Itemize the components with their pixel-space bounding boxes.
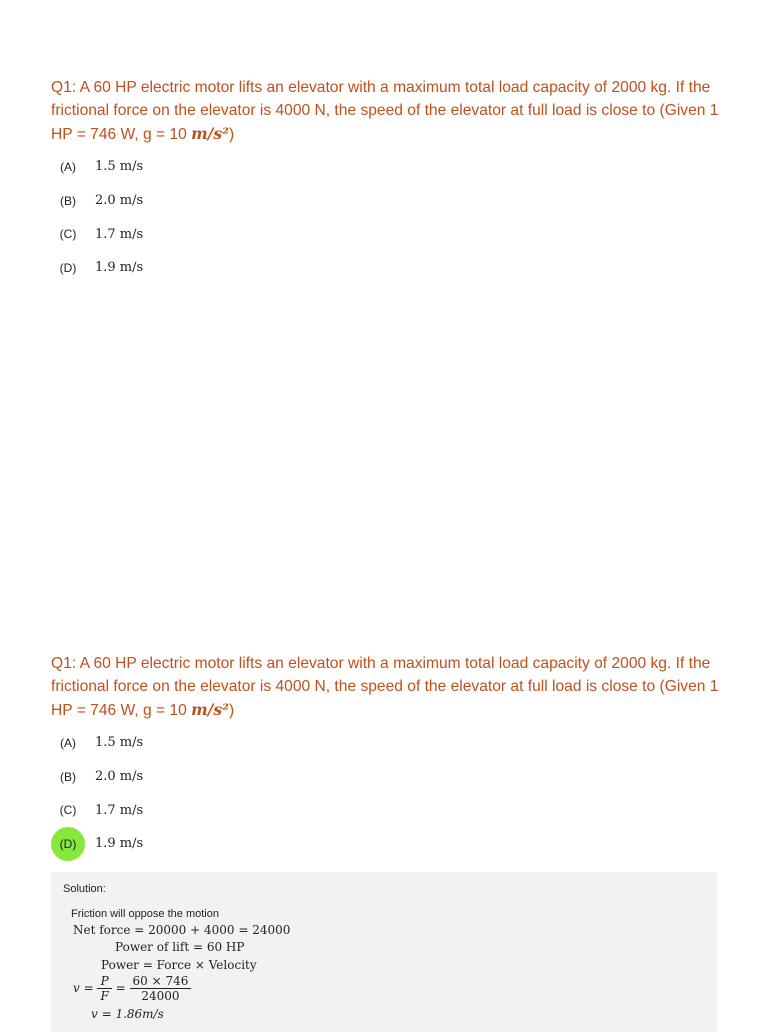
- option-letter: (B): [60, 193, 76, 208]
- correct-answer-badge: (D): [51, 827, 85, 861]
- solution-velocity-equation: v = $\frac{P}{F}$ = $\frac{60 \times 746}{24000}$: [73, 974, 191, 1003]
- option-letter: (C): [59, 803, 77, 818]
- fraction-p-over-f: $\frac{P}{F}$: [97, 974, 111, 1003]
- question-math: m/s²: [191, 700, 229, 719]
- solution-net-force: Net force = 20000 + 4000 = 24000: [73, 923, 291, 937]
- option-d-correct[interactable]: [51, 827, 721, 861]
- option-value: 2.0 m/s: [95, 193, 144, 209]
- option-value: 1.5 m/s: [95, 159, 144, 175]
- question-math: m/s²: [191, 124, 229, 143]
- option-value: 1.7 m/s: [95, 802, 144, 818]
- option-a[interactable]: [51, 150, 721, 184]
- solution-power-formula: Power = Force × Velocity: [101, 958, 257, 972]
- option-a[interactable]: [51, 726, 721, 760]
- question-block-2: [51, 652, 721, 861]
- option-value: 1.9 m/s: [95, 260, 144, 276]
- option-c[interactable]: [51, 793, 721, 827]
- question-text: Q1: A 60 HP electric motor lifts an elevator with a maximum total load capacity of 2000 kg. If the frictional force on the elevator is 4000 N, the speed of the elevator at full load is close to (Given 1 HP = 746 W, g = 10 m/s²): [51, 655, 719, 719]
- option-letter: (C): [59, 227, 77, 242]
- question-text: Q1: A 60 HP electric motor lifts an elevator with a maximum total load capacity of 2000 kg. If the frictional force on the elevator is 4000 N, the speed of the elevator at full load is close to (Given 1 HP = 746 W, g = 10 m/s²): [51, 79, 719, 143]
- option-letter: (A): [60, 735, 76, 750]
- option-letter: (A): [60, 159, 76, 174]
- option-letter: (D): [59, 260, 77, 275]
- option-b[interactable]: [51, 184, 721, 218]
- solution-intro: Friction will oppose the motion: [71, 908, 219, 920]
- option-d[interactable]: [51, 251, 721, 285]
- option-value: 1.5 m/s: [95, 735, 144, 751]
- question-block-1: [51, 76, 721, 285]
- option-b[interactable]: [51, 760, 721, 794]
- options-list: [51, 150, 721, 285]
- option-value: 1.7 m/s: [95, 226, 144, 242]
- fraction-value: $\frac{60 \times 746}{24000}$: [130, 974, 192, 1003]
- option-value: 1.9 m/s: [95, 836, 144, 852]
- options-list: [51, 726, 721, 861]
- solution-panel: [51, 872, 717, 1032]
- solution-result: v = 1.86m/s: [91, 1007, 164, 1021]
- option-value: 2.0 m/s: [95, 769, 144, 785]
- option-letter: (B): [60, 769, 76, 784]
- solution-power-of-lift: Power of lift = 60 HP: [115, 940, 245, 954]
- solution-title: Solution:: [63, 883, 106, 895]
- option-c[interactable]: [51, 217, 721, 251]
